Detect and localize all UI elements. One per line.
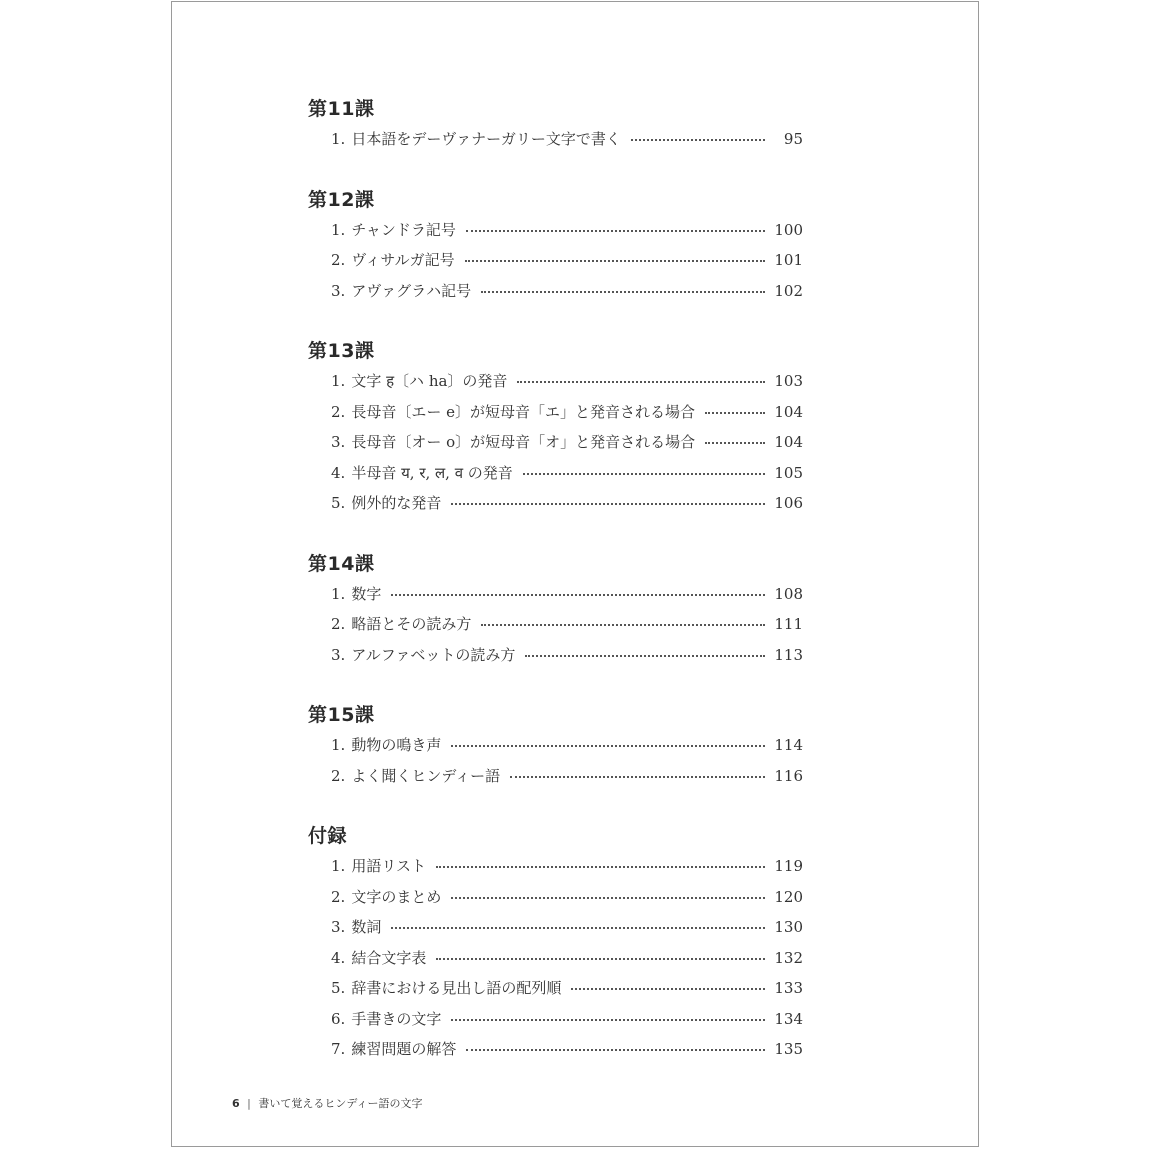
toc-entry[interactable]: [308, 579, 803, 610]
entry-label: 略語とその読み方: [351, 615, 472, 633]
leader-dots: [436, 958, 765, 960]
entry-label: 例外的な発音: [351, 494, 442, 512]
entry-page-number: 130: [774, 918, 803, 936]
leader-dots: [481, 291, 765, 293]
chapter-heading: 第15課: [308, 704, 375, 726]
entry-page-number: 106: [774, 494, 803, 512]
entry-label: 長母音〔エー e〕が短母音「エ」と発音される場合: [351, 402, 695, 421]
spacer: [308, 155, 803, 185]
entry-page-number: 133: [774, 979, 803, 997]
leader-dots: [510, 776, 765, 778]
toc-entry[interactable]: [308, 276, 803, 307]
leader-dots: [571, 988, 765, 990]
entry-number: 3.: [331, 281, 346, 300]
leader-dots: [451, 1019, 765, 1021]
chapter-heading: 第12課: [308, 188, 375, 211]
entry-label: 辞書における見出し語の配列順: [351, 979, 562, 997]
toc-entry[interactable]: [308, 943, 803, 974]
leader-dots: [705, 412, 765, 414]
table-of-contents: [308, 94, 803, 1065]
entry-page-number: 120: [774, 887, 803, 906]
entry-number: 4.: [331, 463, 346, 482]
chapter-heading: 第14課: [308, 552, 375, 575]
entry-number: 2.: [331, 251, 346, 269]
entry-page-number: 103: [774, 372, 803, 390]
entry-number: 1.: [331, 736, 346, 754]
leader-dots: [436, 866, 765, 868]
entry-page-number: 102: [774, 281, 803, 300]
entry-page-number: 101: [774, 251, 803, 269]
entry-page-number: 100: [774, 220, 803, 239]
footer-book-title: 書いて覚えるヒンディー語の文字: [258, 1097, 423, 1110]
entry-page-number: 134: [774, 1009, 803, 1028]
toc-entry[interactable]: [308, 912, 803, 943]
chapter-heading: 第11課: [308, 98, 375, 120]
leader-dots: [631, 139, 765, 141]
entry-label: 数詞: [351, 918, 382, 936]
entry-page-number: 113: [774, 645, 803, 664]
page-footer: [232, 1095, 423, 1111]
entry-label: 用語リスト: [351, 857, 427, 875]
entry-label: 文字 ह〔ハ ha〕の発音: [351, 372, 508, 390]
entry-page-number: 108: [774, 584, 803, 603]
entry-number: 5.: [331, 494, 346, 512]
chapter-entries: [308, 124, 803, 155]
entry-number: 3.: [331, 645, 346, 664]
entry-number: 1.: [331, 584, 346, 603]
entry-page-number: 132: [774, 948, 803, 967]
toc-entry[interactable]: [308, 124, 803, 155]
toc-entry[interactable]: [308, 851, 803, 882]
toc-entry[interactable]: [308, 245, 803, 276]
appendix-entries: [308, 851, 803, 1065]
entry-label: ヴィサルガ記号: [351, 251, 455, 269]
entry-label: 文字のまとめ: [351, 887, 442, 906]
leader-dots: [451, 897, 765, 899]
entry-page-number: 95: [783, 130, 803, 148]
entry-page-number: 104: [774, 402, 803, 421]
entry-label: 半母音 य, र, ल, व の発音: [351, 463, 513, 482]
entry-page-number: 114: [774, 736, 803, 754]
chapter-heading: 第13課: [308, 340, 375, 362]
toc-entry[interactable]: [308, 1034, 803, 1065]
toc-entry[interactable]: [308, 458, 803, 489]
spacer: [308, 519, 803, 549]
leader-dots: [466, 230, 765, 232]
toc-entry[interactable]: [308, 761, 803, 792]
toc-entry[interactable]: [308, 215, 803, 246]
entry-number: 3.: [331, 433, 346, 451]
toc-entry[interactable]: [308, 397, 803, 428]
spacer: [308, 670, 803, 700]
entry-page-number: 135: [774, 1040, 803, 1058]
entry-number: 1.: [331, 220, 346, 239]
leader-dots: [391, 594, 765, 596]
toc-entry[interactable]: [308, 882, 803, 913]
leader-dots: [391, 927, 765, 929]
leader-dots: [525, 655, 765, 657]
footer-separator: |: [247, 1097, 251, 1110]
entry-page-number: 116: [774, 766, 803, 785]
entry-number: 2.: [331, 402, 346, 421]
leader-dots: [451, 503, 765, 505]
chapter-entries: [308, 730, 803, 791]
chapter-entries: [308, 579, 803, 671]
entry-number: 2.: [331, 766, 346, 785]
entry-page-number: 119: [774, 857, 803, 875]
leader-dots: [451, 745, 765, 747]
entry-label: 練習問題の解答: [351, 1040, 457, 1058]
leader-dots: [466, 1049, 765, 1051]
entry-label: チャンドラ記号: [351, 220, 456, 239]
entry-number: 1.: [331, 130, 346, 148]
entry-label: 結合文字表: [351, 948, 427, 967]
entry-label: アヴァグラハ記号: [351, 281, 472, 300]
toc-entry[interactable]: [308, 1004, 803, 1035]
book-page: [171, 1, 979, 1147]
entry-page-number: 111: [774, 615, 803, 633]
entry-label: よく聞くヒンディー語: [351, 766, 501, 785]
leader-dots: [465, 260, 765, 262]
entry-number: 7.: [331, 1040, 346, 1058]
toc-entry[interactable]: [308, 730, 803, 761]
entry-page-number: 104: [774, 433, 803, 451]
entry-number: 2.: [331, 887, 346, 906]
entry-number: 1.: [331, 857, 346, 875]
spacer: [308, 791, 803, 821]
entry-label: アルファベットの読み方: [351, 645, 516, 664]
chapter-entries: [308, 366, 803, 519]
entry-label: 日本語をデーヴァナーガリー文字で書く: [351, 130, 621, 148]
toc-entry[interactable]: [308, 427, 803, 458]
toc-entry[interactable]: [308, 609, 803, 640]
leader-dots: [705, 442, 765, 444]
entry-page-number: 105: [774, 463, 803, 482]
entry-label: 手書きの文字: [351, 1009, 442, 1028]
entry-number: 5.: [331, 979, 346, 997]
toc-entry[interactable]: [308, 366, 803, 397]
leader-dots: [523, 473, 765, 475]
chapter-entries: [308, 215, 803, 307]
entry-label: 動物の鳴き声: [351, 736, 442, 754]
toc-entry[interactable]: [308, 640, 803, 671]
footer-page-number: 6: [232, 1097, 240, 1110]
entry-number: 1.: [331, 372, 346, 390]
entry-number: 6.: [331, 1009, 346, 1028]
spacer: [308, 306, 803, 336]
leader-dots: [517, 381, 765, 383]
entry-number: 2.: [331, 615, 346, 633]
appendix-heading: 付録: [308, 825, 348, 847]
entry-number: 3.: [331, 918, 346, 936]
leader-dots: [481, 624, 765, 626]
entry-label: 数字: [351, 584, 382, 603]
entry-label: 長母音〔オー o〕が短母音「オ」と発音される場合: [351, 433, 696, 451]
entry-number: 4.: [331, 948, 346, 967]
toc-entry[interactable]: [308, 973, 803, 1004]
toc-entry[interactable]: [308, 488, 803, 519]
